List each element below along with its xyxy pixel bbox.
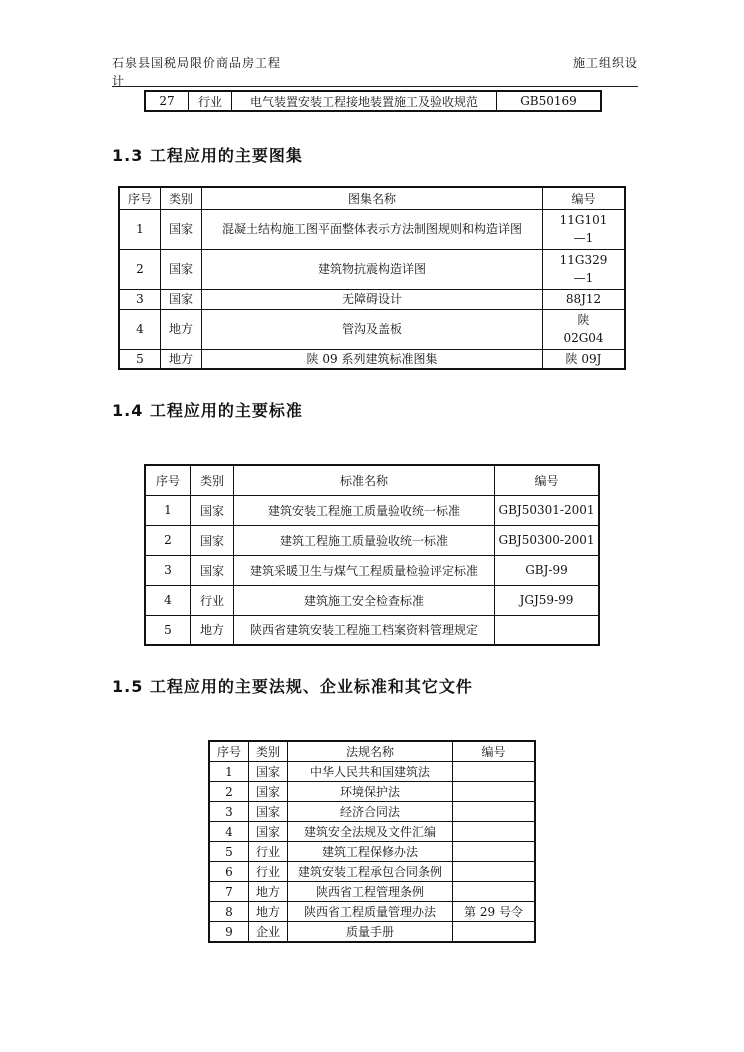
cell-code: [453, 782, 536, 802]
atlas-table: [118, 186, 626, 370]
cell-no: 5: [119, 349, 161, 369]
code-line-2: 02G04: [563, 331, 604, 345]
header-doc-type-wrap: 计: [112, 74, 125, 88]
cell-name: 建筑施工安全检查标准: [234, 585, 495, 615]
cell-name: 建筑物抗震构造详图: [202, 249, 543, 289]
cell-no: 2: [145, 525, 191, 555]
cell-category: 行业: [249, 842, 288, 862]
cell-no: 3: [145, 555, 191, 585]
cell-no: 7: [209, 882, 249, 902]
cell-name: 陕西省工程质量管理办法: [288, 902, 453, 922]
table-row: [209, 762, 535, 782]
cell-category: 地方: [161, 349, 202, 369]
cell-name: 陕 09 系列建筑标准图集: [202, 349, 543, 369]
cell-code: GBJ-99: [495, 555, 600, 585]
col-category-header: 类别: [161, 187, 202, 209]
cell-name: 混凝土结构施工图平面整体表示方法制图规则和构造详图: [202, 209, 543, 249]
cell-code: 第 29 号令: [453, 902, 536, 922]
cell-code: GB50169: [497, 91, 602, 111]
table-header-row: [119, 187, 625, 209]
col-category-header: 类别: [191, 465, 234, 495]
col-name-header: 图集名称: [202, 187, 543, 209]
continued-standards-table: [144, 90, 602, 112]
header-rule: [112, 86, 638, 87]
col-code-header: 编号: [543, 187, 626, 209]
cell-name: 经济合同法: [288, 802, 453, 822]
cell-code: [453, 822, 536, 842]
cell-no: 3: [119, 289, 161, 309]
cell-code: [543, 209, 626, 249]
col-code-header: 编号: [453, 741, 536, 762]
header-project-name: 石泉县国税局限价商品房工程: [112, 56, 282, 70]
cell-category: 行业: [191, 585, 234, 615]
cell-name: 中华人民共和国建筑法: [288, 762, 453, 782]
cell-category: 国家: [161, 249, 202, 289]
page-header: [112, 54, 638, 88]
table-row: [145, 495, 599, 525]
cell-no: 4: [145, 585, 191, 615]
table-row: [119, 309, 625, 349]
cell-category: 国家: [191, 495, 234, 525]
cell-category: 地方: [249, 902, 288, 922]
cell-code: [453, 762, 536, 782]
cell-code: [543, 309, 626, 349]
table-row: [209, 882, 535, 902]
code-line-1: 11G101: [559, 213, 608, 227]
table-row: [145, 555, 599, 585]
col-no-header: 序号: [119, 187, 161, 209]
cell-code: [543, 249, 626, 289]
cell-name: 无障碍设计: [202, 289, 543, 309]
table-row: [209, 802, 535, 822]
table-row: [145, 585, 599, 615]
regulations-table: [208, 740, 536, 943]
cell-no: 27: [145, 91, 189, 111]
cell-no: 2: [209, 782, 249, 802]
cell-code: 88J12: [543, 289, 626, 309]
cell-name: 陕西省建筑安装工程施工档案资料管理规定: [234, 615, 495, 645]
cell-category: 国家: [249, 802, 288, 822]
code-line-2: —1: [573, 231, 594, 245]
section-1-4-title: 1.4 工程应用的主要标准: [112, 401, 303, 420]
cell-code: GBJ50300-2001: [495, 525, 600, 555]
table-row: [209, 862, 535, 882]
cell-code: [453, 842, 536, 862]
cell-category: 国家: [161, 289, 202, 309]
cell-code: [453, 862, 536, 882]
col-category-header: 类别: [249, 741, 288, 762]
table-header-row: [209, 741, 535, 762]
cell-category: 行业: [249, 862, 288, 882]
cell-category: 国家: [249, 762, 288, 782]
cell-name: 环境保护法: [288, 782, 453, 802]
cell-no: 4: [209, 822, 249, 842]
cell-name: 建筑安装工程施工质量验收统一标准: [234, 495, 495, 525]
cell-code: JGJ59-99: [495, 585, 600, 615]
standards-table: [144, 464, 600, 646]
table-row: [119, 289, 625, 309]
table-row: [119, 249, 625, 289]
cell-category: 企业: [249, 922, 288, 943]
cell-no: 1: [145, 495, 191, 525]
table-row: [145, 91, 601, 111]
col-name-header: 标准名称: [234, 465, 495, 495]
cell-code: [453, 882, 536, 902]
cell-name: 质量手册: [288, 922, 453, 943]
cell-name: 电气装置安装工程接地装置施工及验收规范: [232, 91, 497, 111]
table-row: [209, 922, 535, 943]
table-row: [209, 902, 535, 922]
table-row: [145, 525, 599, 555]
cell-no: 1: [119, 209, 161, 249]
table-row: [119, 209, 625, 249]
cell-category: 国家: [249, 822, 288, 842]
cell-no: 8: [209, 902, 249, 922]
cell-no: 3: [209, 802, 249, 822]
cell-category: 国家: [191, 555, 234, 585]
cell-category: 地方: [249, 882, 288, 902]
table-row: [209, 822, 535, 842]
cell-no: 5: [209, 842, 249, 862]
code-line-2: —1: [573, 271, 594, 285]
section-1-3-title: 1.3 工程应用的主要图集: [112, 146, 303, 165]
cell-name: 建筑工程保修办法: [288, 842, 453, 862]
section-1-5-title: 1.5 工程应用的主要法规、企业标准和其它文件: [112, 677, 473, 696]
table-row: [145, 615, 599, 645]
cell-category: 地方: [161, 309, 202, 349]
cell-code: 陕 09J: [543, 349, 626, 369]
table-header-row: [145, 465, 599, 495]
cell-no: 4: [119, 309, 161, 349]
cell-code: GBJ50301-2001: [495, 495, 600, 525]
cell-category: 国家: [191, 525, 234, 555]
cell-category: 国家: [249, 782, 288, 802]
cell-no: 6: [209, 862, 249, 882]
table-row: [119, 349, 625, 369]
cell-category: 国家: [161, 209, 202, 249]
table-row: [209, 782, 535, 802]
code-line-1: 11G329: [559, 253, 608, 267]
col-no-header: 序号: [209, 741, 249, 762]
cell-name: 陕西省工程管理条例: [288, 882, 453, 902]
cell-code: [495, 615, 600, 645]
cell-code: [453, 922, 536, 943]
cell-name: 建筑采暖卫生与煤气工程质量检验评定标准: [234, 555, 495, 585]
cell-no: 2: [119, 249, 161, 289]
cell-name: 建筑安装工程承包合同条例: [288, 862, 453, 882]
cell-no: 5: [145, 615, 191, 645]
col-code-header: 编号: [495, 465, 600, 495]
table-row: [209, 842, 535, 862]
cell-code: [453, 802, 536, 822]
cell-no: 1: [209, 762, 249, 782]
cell-name: 建筑工程施工质量验收统一标准: [234, 525, 495, 555]
cell-category: 行业: [189, 91, 232, 111]
cell-category: 地方: [191, 615, 234, 645]
col-name-header: 法规名称: [288, 741, 453, 762]
cell-name: 管沟及盖板: [202, 309, 543, 349]
cell-name: 建筑安全法规及文件汇编: [288, 822, 453, 842]
header-doc-type: 施工组织设: [572, 56, 638, 70]
code-line-1: 陕: [577, 313, 590, 327]
cell-no: 9: [209, 922, 249, 943]
col-no-header: 序号: [145, 465, 191, 495]
